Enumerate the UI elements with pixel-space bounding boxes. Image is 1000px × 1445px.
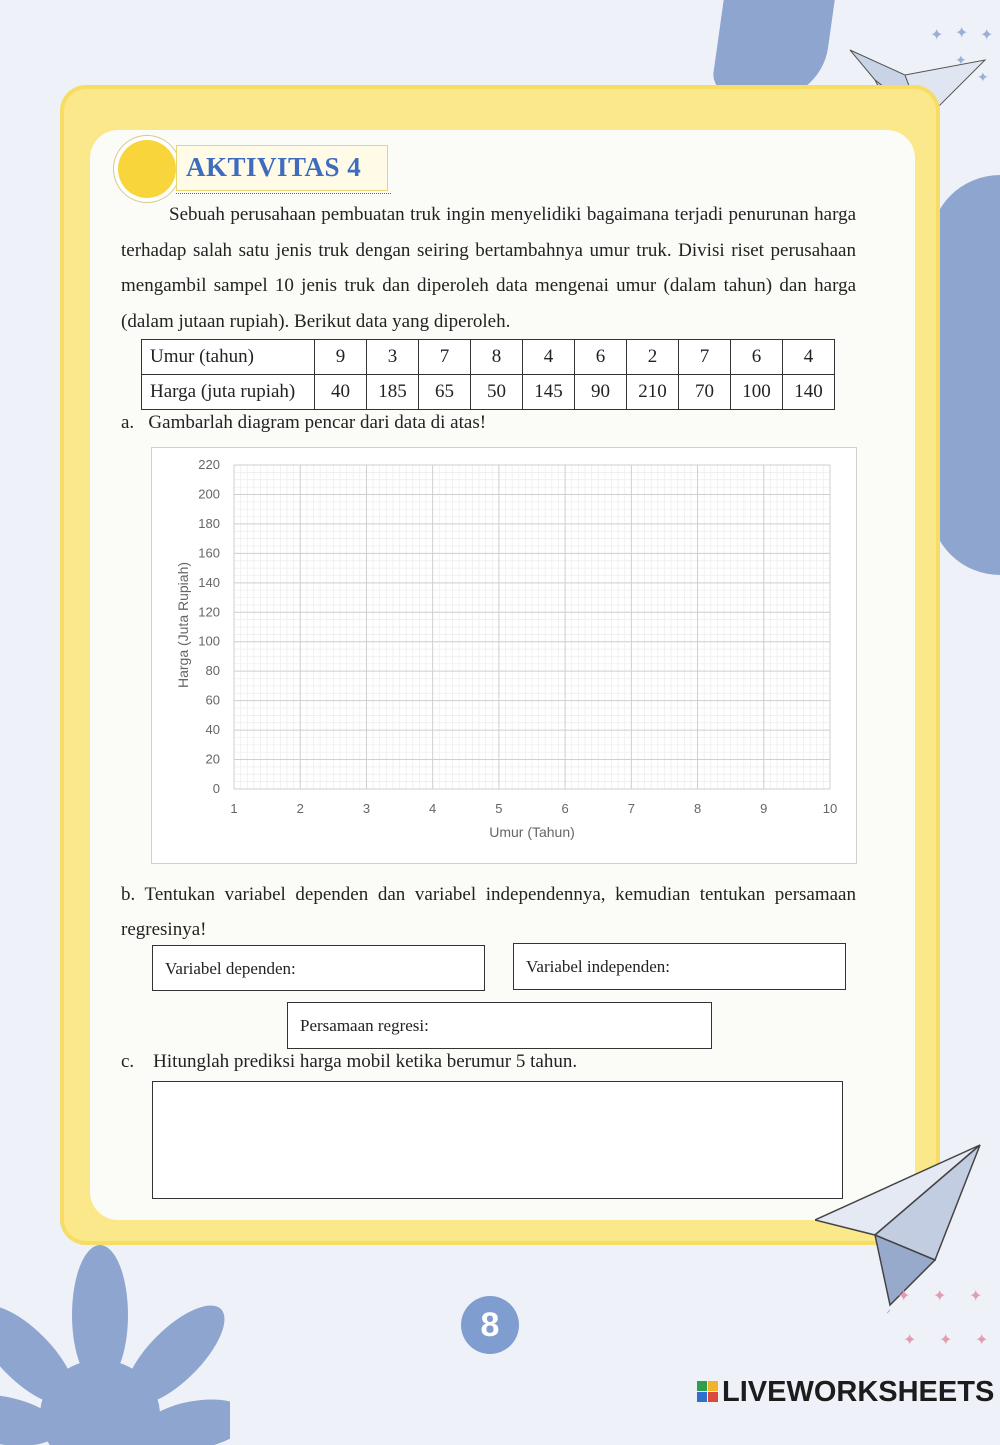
dependent-variable-label: Variabel dependen:	[165, 959, 296, 978]
x-tick-label: 5	[495, 801, 503, 816]
x-tick-label: 4	[429, 801, 437, 816]
svg-text:✦: ✦	[975, 1332, 989, 1349]
svg-text:✦: ✦	[969, 1288, 983, 1305]
y-tick-label: 40	[205, 722, 220, 738]
table-cell: 8	[471, 340, 523, 375]
activity-title: AKTIVITAS 4	[186, 152, 362, 182]
svg-text:✦: ✦	[955, 25, 969, 42]
table-cell: 9	[315, 340, 367, 375]
y-tick-label: 220	[198, 457, 220, 472]
y-tick-label: 180	[198, 515, 220, 531]
table-cell: 6	[731, 340, 783, 375]
x-tick-label: 3	[362, 801, 371, 816]
x-tick-label: 2	[296, 801, 304, 816]
regression-equation-label: Persamaan regresi:	[300, 1016, 429, 1035]
independent-variable-input[interactable]	[513, 943, 846, 990]
svg-text:✦: ✦	[980, 27, 994, 44]
y-tick-label: 160	[198, 545, 220, 561]
y-tick-label: 140	[198, 574, 220, 590]
x-tick-label: 6	[561, 801, 569, 816]
y-tick-label: 200	[198, 486, 220, 502]
y-tick-label: 60	[205, 692, 220, 708]
brand-name: LIVEWORKSHEETS	[722, 1376, 995, 1408]
table-cell: 40	[315, 375, 367, 410]
x-axis-label: Umur (Tahun)	[489, 824, 575, 840]
svg-text:✦: ✦	[903, 1332, 917, 1349]
row-label-harga: Harga (juta rupiah)	[142, 375, 315, 410]
dependent-variable-input[interactable]	[152, 945, 485, 991]
table-cell: 185	[367, 375, 419, 410]
y-tick-label: 80	[205, 663, 220, 679]
x-tick-label: 10	[822, 801, 838, 816]
regression-equation-input[interactable]	[287, 1002, 712, 1049]
table-cell: 90	[575, 375, 627, 410]
table-cell: 145	[523, 375, 575, 410]
table-cell: 4	[523, 340, 575, 375]
question-a: a. Gambarlah diagram pencar dari data di atas!	[121, 412, 487, 433]
table-cell: 70	[679, 375, 731, 410]
liveworksheets-logo-icon	[697, 1381, 719, 1403]
table-cell: 7	[679, 340, 731, 375]
decorative-shape-right	[930, 175, 1000, 575]
page-number: 8	[461, 1296, 519, 1354]
table-cell: 6	[575, 340, 627, 375]
prediction-answer-input[interactable]	[152, 1081, 843, 1199]
flower-decoration	[0, 1245, 230, 1445]
question-c: c. Hitunglah prediksi harga mobil ketika berumur 5 tahun.	[121, 1051, 578, 1072]
x-tick-label: 1	[230, 801, 238, 816]
table-cell: 50	[471, 375, 523, 410]
x-tick-label: 7	[627, 801, 635, 816]
table-cell: 210	[627, 375, 679, 410]
svg-text:✦: ✦	[933, 1288, 947, 1305]
row-label-umur: Umur (tahun)	[142, 340, 315, 375]
y-tick-label: 120	[198, 604, 220, 620]
x-tick-label: 8	[693, 801, 702, 816]
y-tick-label: 100	[198, 633, 220, 649]
scatter-chart[interactable]	[151, 447, 857, 864]
table-cell: 65	[419, 375, 471, 410]
sun-icon	[118, 140, 176, 198]
y-axis-label: Harga (Juta Rupiah)	[175, 561, 191, 689]
data-table	[141, 339, 835, 410]
table-cell: 4	[783, 340, 835, 375]
title-underline	[176, 193, 391, 195]
svg-text:✦: ✦	[939, 1332, 953, 1349]
svg-text:✦: ✦	[897, 1288, 911, 1305]
svg-text:✦: ✦	[930, 27, 944, 44]
table-row-harga	[142, 375, 835, 410]
table-cell: 3	[367, 340, 419, 375]
question-b: b. Tentukan variabel dependen dan variabel independennya, kemudian tentukan persamaan regresinya!	[121, 884, 856, 940]
y-tick-label: 0	[212, 781, 220, 796]
intro-paragraph: Sebuah perusahaan pembuatan truk ingin menyelidiki bagaimana terjadi penurunan harga terhadap salah satu jenis truk dengan seiring bertambahnya umur truk. Divisi riset perusahaan mengambil sampel 10 jenis truk dan diperoleh data mengenai umur (dalam tahun) dan harga (dalam jutaan rupiah). Berikut data yang diperoleh.	[121, 204, 856, 332]
x-tick-label: 9	[760, 801, 768, 816]
independent-variable-label: Variabel independen:	[526, 957, 670, 976]
table-cell: 2	[627, 340, 679, 375]
y-tick-label: 20	[205, 751, 220, 767]
table-row-umur	[142, 340, 835, 375]
table-cell: 140	[783, 375, 835, 410]
svg-text:✦: ✦	[977, 71, 989, 86]
sparkle-decoration	[895, 1283, 995, 1353]
svg-text:✦: ✦	[955, 54, 967, 69]
table-cell: 7	[419, 340, 471, 375]
table-cell: 100	[731, 375, 783, 410]
